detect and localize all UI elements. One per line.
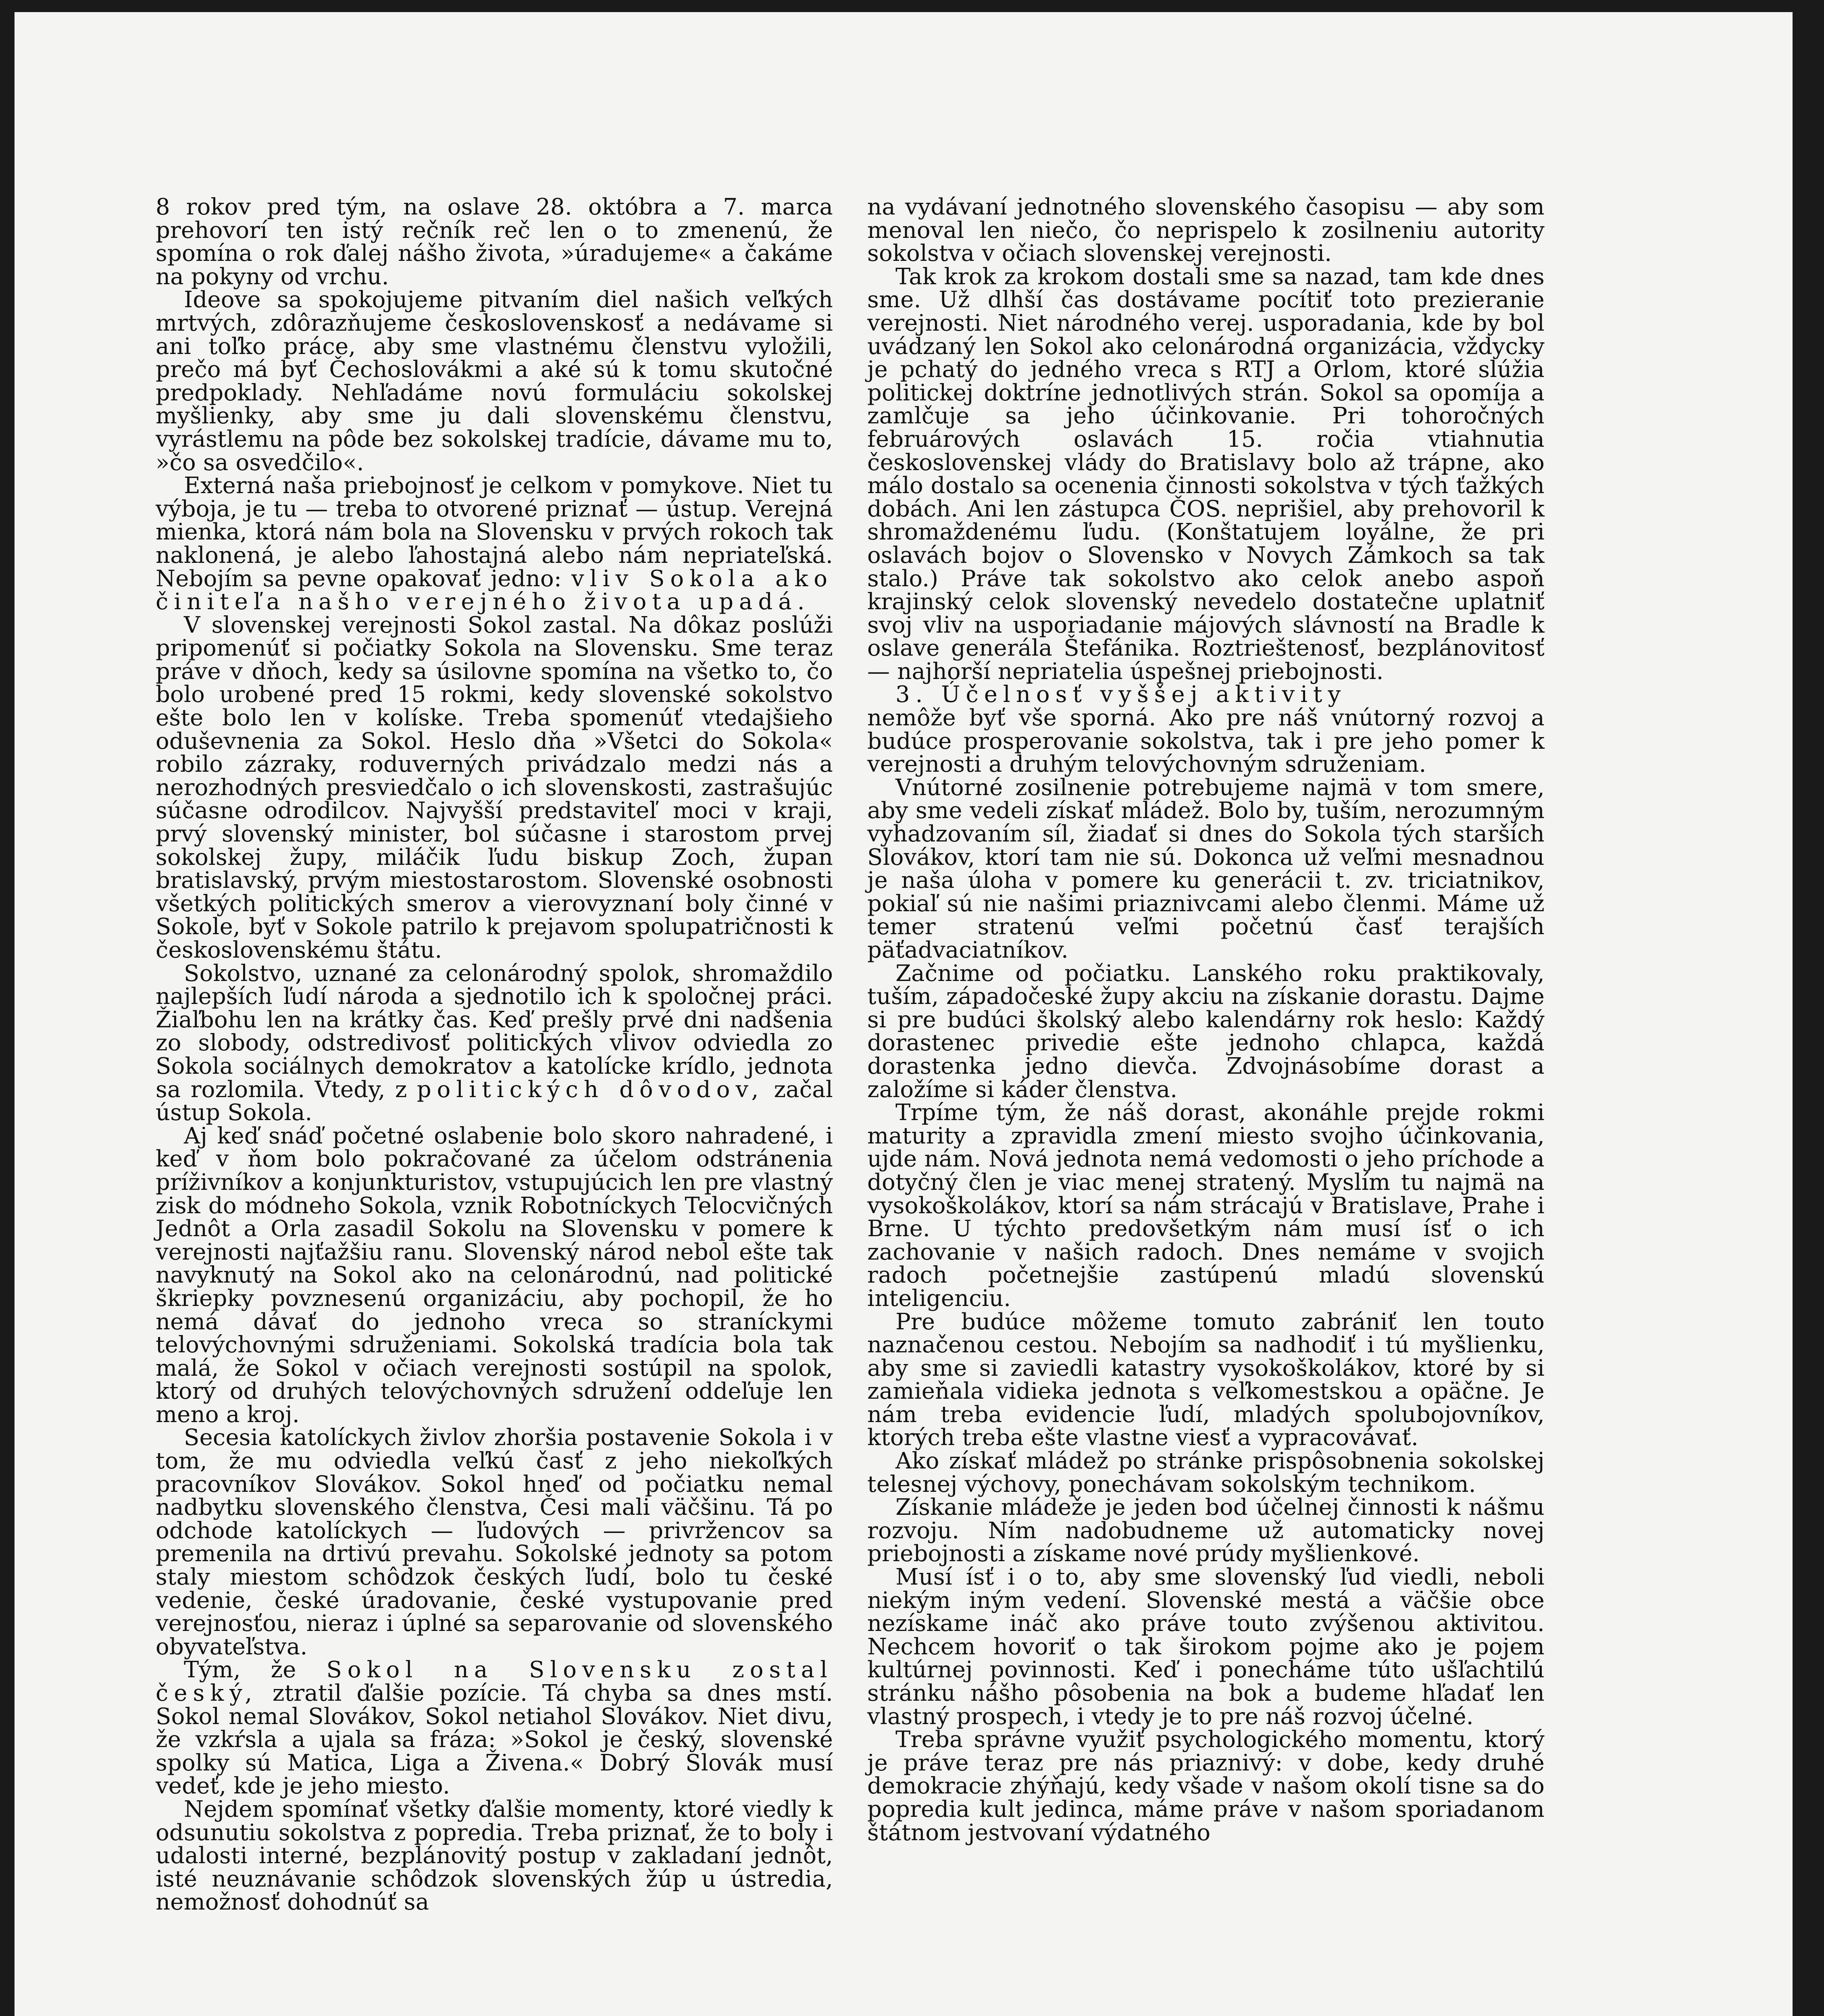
spaced-emphasis: politických dôvodov,	[416, 1076, 764, 1103]
paragraph: Ideove sa spokojujeme pitvaním diel našich veľkých mrtvých, zdôrazňujeme československosť a nedávame si ani toľko práce, aby sme vlastnému členstvu vyložili, prečo má byť Čechoslovákmi a aké sú k tomu skutočné predpoklady. Nehľadáme novú formuláciu sokolskej myšlienky, aby sme ju dali slovenskému členstvu, vyrástlemu na pôde bez sokolskej tradície, dávame mu to, »čo sa osvedčilo«.	[156, 287, 833, 476]
left-column	[156, 196, 833, 1914]
text-run: Externá naša priebojnosť je celkom v pomykove. Niet tu výboja, je tu — treba to otvorené priznať — ústup. Verejná mienka, ktorá nám bola na Slovensku v prvých rokoch tak naklonená, je alebo ľahostajná alebo nám nepriateľská. Nebojím sa pevne opakovať jedno:	[156, 473, 833, 592]
text-run: Sokolstvo, uznané za celonárodný spolok, shromaždilo najlepších ľudí národa a sjednotilo ich k spoločnej práci. Žiaľbohu len na krátky čas. Keď prešly prvé dni nadšenia zo slobody, odstredivosť politických vlivov odviedla zo Sokola sociálnych demokratov a katolícke krídlo, jednota sa rozlomila. Vtedy, z	[156, 960, 833, 1103]
paragraph: Nejdem spomínať všetky ďalšie momenty, ktoré viedly k odsunutiu sokolstva z popredia. Treba priznať, že to boly i udalosti interné, bezplánovitý postup v zakladaní jednôt, isté neuznávanie schôdzok slovenských žúp u ústredia, nemožnosť dohodnúť sa	[156, 1796, 833, 1916]
spaced-emphasis: vliv Sokola ako činiteľa našho verejného života upadá.	[156, 565, 833, 615]
paragraph: Secesia katolíckych živlov zhoršia postavenie Sokola i v tom, že mu odviedla veľkú časť z jeho niekoľkých pracovníkov Slovákov. Sokol hneď od počiatku nemal nadbytku slovenského členstva, Česi mali väčšinu. Tá po odchode katolíckych — ľudových — privržencov sa premenila na drtivú prevahu. Sokolské jednoty sa potom staly miestom schôdzok českých ľudí, bolo tu české vedenie, české úradovanie, české vystupovanie pred verejnosťou, nieraz i úplné sa separovanie od slovenského obyvateľstva.	[156, 1425, 833, 1660]
paragraph	[156, 1658, 833, 1798]
paragraph: Začnime od počiatku. Lanského roku praktikovaly, tuším, západočeské župy akciu na získanie dorastu. Dajme si pre budúci školský alebo kalendárny rok heslo: Každý dorastenec privedie ešte jednoho chlapca, každá dorastenka jedno dievča. Zdvojnásobíme dorast a založíme si káder členstva.	[867, 960, 1545, 1103]
text-run: Tým, že	[184, 1657, 296, 1683]
right-column	[867, 196, 1545, 1844]
paragraph: na vydávaní jednotného slovenského časopisu — aby som menoval len niečo, čo neprispelo k zosilneniu autority sokolstva v očiach slovenskej verejnosti.	[867, 194, 1545, 267]
paragraph: Získanie mládeže je jeden bod účelnej činnosti k nášmu rozvoju. Ním nadobudneme už automaticky novej priebojnosti a získame nové prúdy myšlienkové.	[867, 1494, 1545, 1567]
text-run: začal ústup Sokola.	[156, 1076, 833, 1126]
paragraph: Musí ísť i o to, aby sme slovenský ľud viedli, neboli niekým iným vedení. Slovenské mestá a väčšie obce nezískame ináč ako práve touto zvýšenou aktivitou. Nechcem hovoriť o tak širokom pojme ako je pojem kultúrnej povinnosti. Keď i ponecháme túto ušľachtilú stránku nášho pôsobenia na bok a budeme hľadať len vlastný prospech, i vtedy je to pre náš rozvoj účelné.	[867, 1564, 1545, 1730]
paragraph: V slovenskej verejnosti Sokol zastal. Na dôkaz poslúži pripomenúť si počiatky Sokola na Slovensku. Sme teraz práve v dňoch, kedy sa úsilovne spomína na všetko to, čo bolo urobené pred 15 rokmi, kedy slovenské sokolstvo ešte bolo len v kolíske. Treba spomenúť vtedajšieho oduševnenia za Sokol. Heslo dňa »Všetci do Sokola« robilo zázraky, roduverných privádzalo medzi nás a nerozhodných presviedčalo o ich slovenskosti, zastrašujúc súčasne odrodilcov. Najvyšší predstaviteľ moci v kraji, prvý slovenský minister, bol súčasne i starostom prvej sokolskej župy, miláčik ľudu biskup Zoch, župan bratislavský, prvým miestostarostom. Slovenské osobnosti všetkých politických smerov a vierovyznaní boly činné v Sokole, byť v Sokole patrilo k prejavom spolupatričnosti k československému štátu.	[156, 612, 833, 963]
section-heading: 3. Účelnosť vyššej aktivity	[895, 681, 1347, 708]
paragraph: Aj keď snáď početné oslabenie bolo skoro nahradené, i keď v ňom bolo pokračované za účelom odstránenia príživníkov a konjunkturistov, vstupujúcich len pre vlastný zisk do módneho Sokola, vznik Robotníckych Telocvičných Jednôt a Orla zasadil Sokolu na Slovensku v pomere k verejnosti najťažšiu ranu. Slovenský národ nebol ešte tak navyknutý na Sokol ako na celonárodnú, nad politické škriepky povznesenú organizáciu, aby pochopil, že ho nemá dávať do jednoho vreca so straníckymi telovýchovnými sdruženiami. Sokolská tradícia bola tak malá, že Sokol v očiach verejnosti sostúpil na spolok, ktorý od druhých telovýchovných sdružení oddeľuje len meno a kroj.	[156, 1123, 833, 1428]
text-run: ztratil ďalšie pozície. Tá chyba sa dnes mstí. Sokol nemal Slovákov, Sokol netiahol Slovákov. Niet divu, že vzkŕsla a ujala sa fráza: »Sokol je český, slovenské spolky sú Matica, Liga a Živena.« Dobrý Slovák musí vedeť, kde je jeho miesto.	[156, 1680, 833, 1799]
paragraph	[156, 474, 833, 614]
paragraph	[156, 962, 833, 1125]
paragraph: nemôže byť vše sporná. Ako pre náš vnútorný rozvoj a budúce prosperovanie sokolstva, tak i pre jeho pomer k verejnosti a druhým telovýchovným sdruženiam.	[867, 705, 1545, 778]
paragraph: Pre budúce môžeme tomuto zabrániť len touto naznačenou cestou. Nebojím sa nadhodiť i tú myšlienku, aby sme si zaviedli katastry vysokoškolákov, ktoré by si zamieňala vidieka jednota s veľkomestskou a opäčne. Je nám treba evidencie ľudí, mladých spolubojovníkov, ktorých treba ešte vlastne viesť a vypracovávať.	[867, 1308, 1545, 1451]
paragraph: Ako získať mládež po stránke prispôsobnenia sokolskej telesnej výchovy, ponechávam sokolským technikom.	[867, 1448, 1545, 1497]
spaced-emphasis: Sokol na Slovensku zostal český,	[156, 1657, 833, 1706]
paragraph: 8 rokov pred tým, na oslave 28. októbra a 7. marca prehovorí ten istý rečník reč len o to zmenenú, že spomína o rok ďalej nášho života, »úradujeme« a čakáme na pokyny od vrchu.	[156, 194, 833, 290]
paragraph: Treba správne využiť psychologického momentu, ktorý je práve teraz pre nás priaznivý: v dobe, kedy druhé demokracie zhýňajú, kedy všade v našom okolí tisne sa do popredia kult jedinca, máme práve v našom sporiadanom štátnom jestvovaní výdatného	[867, 1727, 1545, 1846]
paragraph: Tak krok za krokom dostali sme sa nazad, tam kde dnes sme. Už dlhší čas dostávame pocítiť toto prezieranie verejnosti. Niet národného verej. usporadania, kde by bol uvádzaný len Sokol ako celonárodná organizácia, vždycky je pchatý do jedného vreca s RTJ a Orlom, ktoré slúžia politickej doktríne jednotlivých strán. Sokol sa opomíja a zamlčuje sa jeho účinkovanie. Pri tohoročných februárových oslavách 15. ročia vtiahnutia československej vlády do Bratislavy bolo až trápne, ako málo dostalo sa ocenenia činnosti sokolstva v tých ťažkých dobách. Ani len zástupca ČOS. neprišiel, aby prehovoril k shromaždenému ľudu. (Konštatujem loyálne, že pri oslavách bojov o Slovensko v Novych Zámkoch sa tak stalo.) Práve tak sokolstvo ako celok anebo aspoň krajinský celok slovenský nevedelo dostatečne uplatniť svoj vliv na usporiadanie májových slávností na Bradle k oslave generála Štefánika. Roztrieštenosť, bezplánovitosť — najhorší nepriatelia úspešnej priebojnosti.	[867, 263, 1545, 685]
paragraph: Trpíme tým, že náš dorast, akonáhle prejde rokmi maturity a zpravidla zmení miesto svojho účinkovania, ujde nám. Nová jednota nemá vedomosti o jeho príchode a dotyčný člen je viac menej stratený. Myslím tu najmä na vysokoškolákov, ktorí sa nám strácajú v Bratislave, Prahe i Brne. U týchto predovšetkým nám musí ísť o ich zachovanie v našich radoch. Dnes nemáme v svojich radoch početnejšie zastúpenú mladú slovenskú inteligenciu.	[867, 1100, 1545, 1312]
paragraph: Vnútorné zosilnenie potrebujeme najmä v tom smere, aby sme vedeli získať mládež. Bolo by, tuším, nerozumným vyhadzovaním síl, žiadať si dnes do Sokola tých starších Slovákov, ktorí tam nie sú. Dokonca už veľmi mesnadnou je naša úloha v pomere ku generácii t. zv. triciatnikov, pokiaľ sú nie našimi priaznivcami alebo členmi. Máme už temer stratenú veľmi početnú časť terajších päťadvaciatníkov.	[867, 774, 1545, 963]
page	[15, 12, 1793, 2016]
